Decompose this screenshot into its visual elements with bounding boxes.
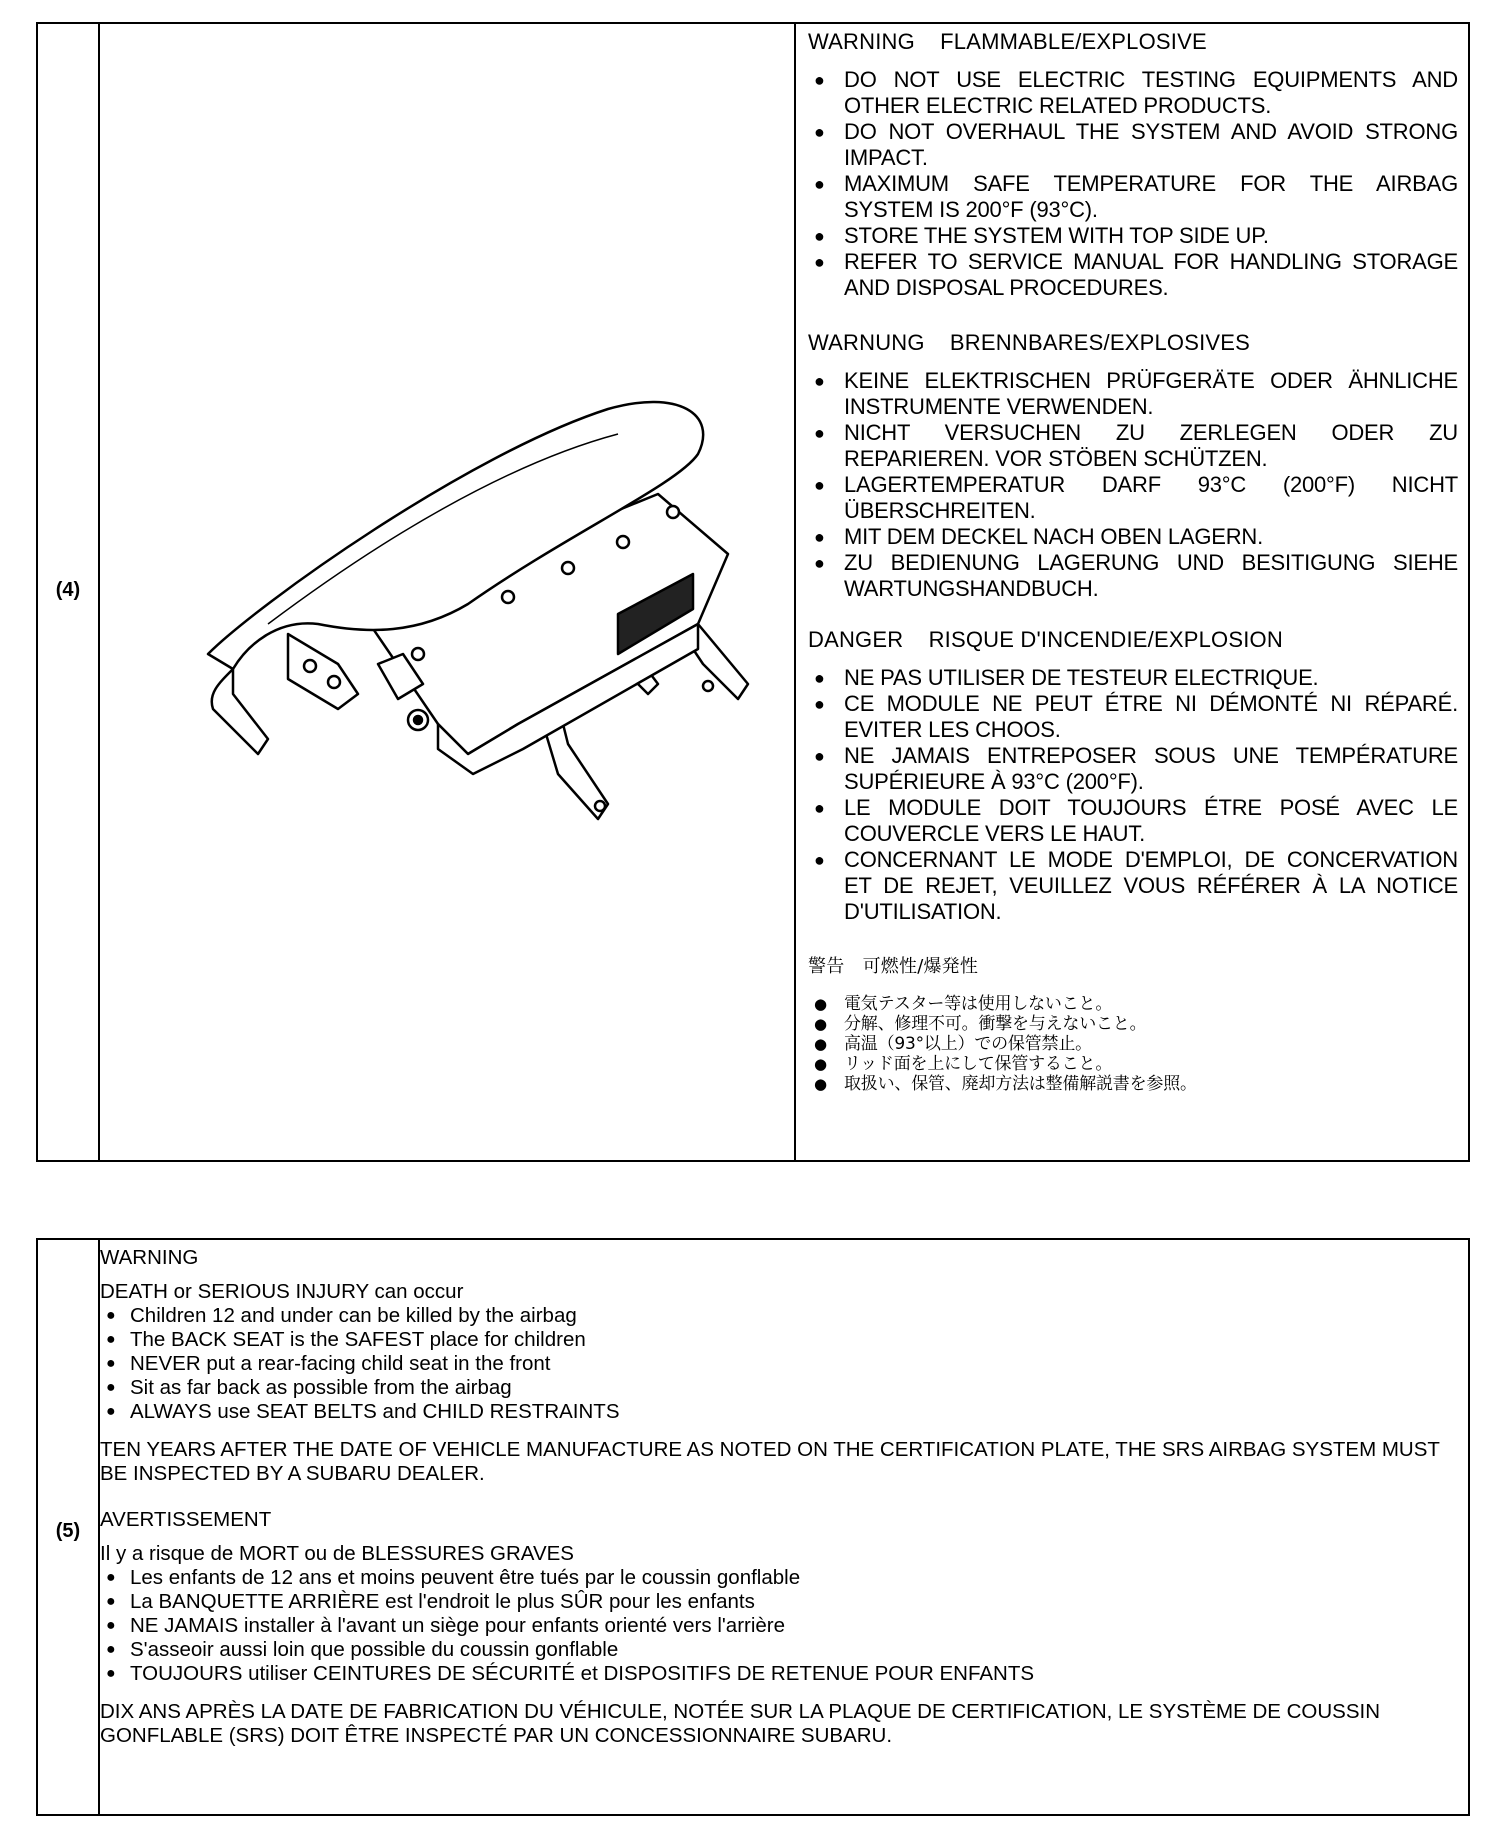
column-divider [98, 24, 100, 1160]
list-item: ● DO NOT OVERHAUL THE SYSTEM AND AVOID STRONG IMPACT. [814, 119, 1458, 170]
list-item: ● 高温（93°以上）での保管禁止。 [814, 1034, 1092, 1054]
warning-section-jp [808, 953, 1458, 1094]
bullet-icon: ● [106, 1569, 116, 1586]
list-item: ● 分解、修理不可。衝撃を与えないこと。 [814, 1014, 1147, 1034]
warning-text-column [798, 24, 1468, 1160]
list-item: ● ALWAYS use SEAT BELTS and CHILD RESTRAINTS [106, 1400, 620, 1423]
bullet-icon: ● [814, 1035, 827, 1053]
list-item: ● DO NOT USE ELECTRIC TESTING EQUIPMENTS AND OTHER ELECTRIC RELATED PRODUCTS. [814, 67, 1458, 118]
bullet-icon: ● [814, 746, 825, 766]
fr-note: DIX ANS APRÈS LA DATE DE FABRICATION DU VÉHICULE, NOTÉE SUR LA PLAQUE DE CERTIFICATION, LE SYSTÈME DE COUSSIN GONFLABLE (SRS) DOIT ÊTRE INSPECTÉ PAR UN CONCESSIONNAIRE SUBARU. [100, 1700, 1381, 1747]
fr-intro: Il y a risque de MORT ou de BLESSURES GRAVES [100, 1542, 574, 1565]
list-item: ● Sit as far back as possible from the airbag [106, 1376, 512, 1399]
list-item: ● MIT DEM DECKEL NACH OBEN LAGERN. [814, 524, 1264, 549]
list-item: ● ZU BEDIENUNG LAGERUNG UND BESITIGUNG SIEHE WARTUNGSHANDBUCH. [814, 550, 1458, 601]
bullet-icon: ● [814, 475, 825, 495]
section-title: WARNING FLAMMABLE/EXPLOSIVE [808, 29, 1207, 54]
list-item: ● CONCERNANT LE MODE D'EMPLOI, DE CONCERVATION ET DE REJET, VEUILLEZ VOUS RÉFÉRER À LA NOTICE D'UTILISATION. [814, 847, 1458, 924]
bullet-icon: ● [106, 1665, 116, 1682]
bullet-icon: ● [814, 423, 825, 443]
bullet-icon: ● [814, 1075, 827, 1093]
bullet-icon: ● [814, 798, 825, 818]
warning-section-en [808, 28, 1458, 301]
column-divider [794, 24, 796, 1160]
bullet-icon: ● [106, 1403, 116, 1420]
row-label-4: (4) [55, 579, 81, 601]
section-title: DANGER RISQUE D'INCENDIE/EXPLOSION [808, 627, 1283, 652]
warning-section-de [808, 329, 1458, 602]
bullet-icon: ● [814, 371, 825, 391]
airbag-module-illustration [138, 364, 778, 864]
list-item: ● MAXIMUM SAFE TEMPERATURE FOR THE AIRBAG SYSTEM IS 200°F (93°C). [814, 171, 1458, 222]
list-item: ● REFER TO SERVICE MANUAL FOR HANDLING STORAGE AND DISPOSAL PROCEDURES. [814, 249, 1458, 300]
warning-intro: DEATH or SERIOUS INJURY can occur [100, 1280, 464, 1303]
section-title: 警告 可燃性/爆発性 [808, 956, 979, 977]
bullet-icon: ● [106, 1307, 116, 1324]
warning-title: WARNING [100, 1246, 199, 1269]
list-item: ● Children 12 and under can be killed by the airbag [106, 1304, 577, 1327]
list-item: ● LE MODULE DOIT TOUJOURS ÉTRE POSÉ AVEC LE COUVERCLE VERS LE HAUT. [814, 795, 1458, 846]
list-item: ● The BACK SEAT is the SAFEST place for children [106, 1328, 586, 1351]
bullet-icon: ● [106, 1593, 116, 1610]
list-item: ● NE PAS UTILISER DE TESTEUR ELECTRIQUE. [814, 665, 1319, 690]
bullet-icon: ● [106, 1379, 116, 1396]
bullet-icon: ● [814, 527, 825, 547]
bullet-icon: ● [106, 1355, 116, 1372]
bullet-icon: ● [106, 1331, 116, 1348]
bullet-icon: ● [814, 850, 825, 870]
label-table-5 [36, 1238, 1470, 1816]
bullet-icon: ● [106, 1617, 116, 1634]
bullet-icon: ● [814, 694, 825, 714]
list-item: ● TOUJOURS utiliser CEINTURES DE SÉCURITÉ et DISPOSITIFS DE RETENUE POUR ENFANTS [106, 1662, 1035, 1685]
fr-title: AVERTISSEMENT [100, 1508, 272, 1531]
bullet-icon: ● [814, 995, 827, 1013]
list-item: ● KEINE ELEKTRISCHEN PRÜFGERÄTE ODER ÄHNLICHE INSTRUMENTE VERWENDEN. [814, 368, 1458, 419]
list-item: ● NE JAMAIS installer à l'avant un siège pour enfants orienté vers l'arrière [106, 1614, 786, 1637]
list-item: ● NE JAMAIS ENTREPOSER SOUS UNE TEMPÉRATURE SUPÉRIEURE À 93°C (200°F). [814, 743, 1458, 794]
list-item: ● S'asseoir aussi loin que possible du coussin gonflable [106, 1638, 619, 1661]
bullet-icon: ● [814, 122, 825, 142]
bullet-icon: ● [814, 1015, 827, 1033]
list-item: ● STORE THE SYSTEM WITH TOP SIDE UP. [814, 223, 1269, 248]
row-label-5: (5) [55, 1520, 81, 1542]
bullet-icon: ● [814, 226, 825, 246]
list-item: ● NEVER put a rear-facing child seat in the front [106, 1352, 551, 1375]
list-item: ● 取扱い、保管、廃却方法は整備解説書を参照。 [814, 1074, 1197, 1094]
child-seat-warning-text [100, 1246, 1458, 1748]
bullet-icon: ● [106, 1641, 116, 1658]
warning-note: TEN YEARS AFTER THE DATE OF VEHICLE MANUFACTURE AS NOTED ON THE CERTIFICATION PLATE, THE SRS AIRBAG SYSTEM MUST BE INSPECTED BY A SUBARU DEALER. [100, 1438, 1440, 1485]
warning-section-fr [808, 626, 1458, 925]
list-item: ● Les enfants de 12 ans et moins peuvent être tués par le coussin gonflable [106, 1566, 801, 1589]
list-item: ● CE MODULE NE PEUT ÉTRE NI DÉMONTÉ NI RÉPARÉ. EVITER LES CHOOS. [814, 691, 1458, 742]
bullet-icon: ● [814, 553, 825, 573]
bullet-icon: ● [814, 1055, 827, 1073]
list-item: ● リッド面を上にして保管すること。 [814, 1054, 1113, 1074]
list-item: ● NICHT VERSUCHEN ZU ZERLEGEN ODER ZU REPARIEREN. VOR STÖBEN SCHÜTZEN. [814, 420, 1458, 471]
bullet-icon: ● [814, 70, 825, 90]
list-item: ● LAGERTEMPERATUR DARF 93°C (200°F) NICHT ÜBERSCHREITEN. [814, 472, 1458, 523]
bullet-icon: ● [814, 174, 825, 194]
label-table-4 [36, 22, 1470, 1162]
bullet-icon: ● [814, 252, 825, 272]
section-title: WARNUNG BRENNBARES/EXPLOSIVES [808, 330, 1251, 355]
bullet-icon: ● [814, 668, 825, 688]
list-item: ● 電気テスター等は使用しないこと。 [814, 994, 1113, 1014]
list-item: ● La BANQUETTE ARRIÈRE est l'endroit le plus SÛR pour les enfants [106, 1590, 755, 1613]
